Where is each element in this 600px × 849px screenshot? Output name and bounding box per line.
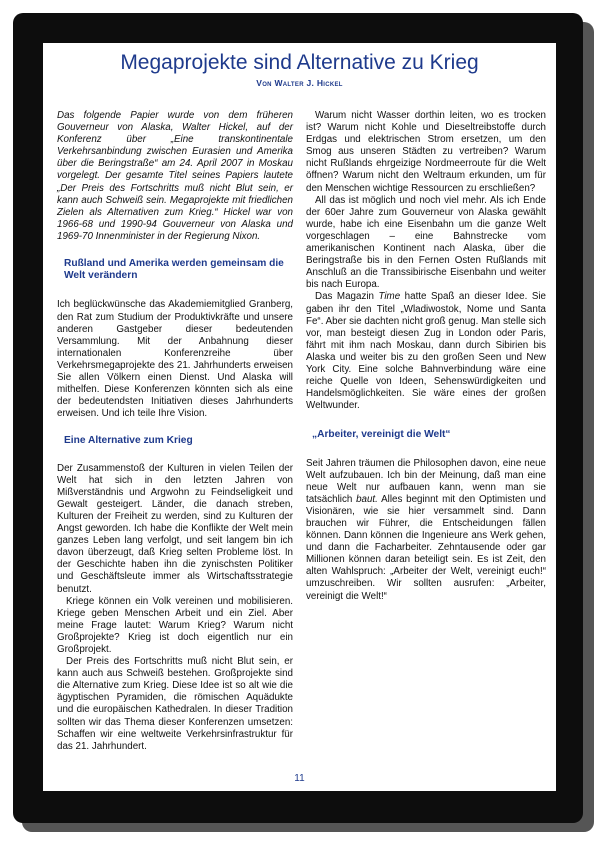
text-run: Alles beginnt mit den Optimisten und Visionären, wie sie hier versammelt sind. Dann brauchen wir Führer, die Entscheidungen fällen können. Dann können die Ingenieure ans Werk gehen, und dann die Facharbeiter. Zehntausende oder gar Millionen können daran beteiligt sein. Es ist Zeit, den alten Wahlspruch: „Arbeiter der Welt, vereinigt euch!“ umzuschreiben. Wir sollten ausrufen: „Arbeiter, vereinigt die Welt!“ bbox=[306, 493, 546, 602]
article-title: Megaprojekte sind Alternative zu Krieg bbox=[120, 51, 479, 74]
document-page bbox=[43, 43, 556, 791]
body-paragraph: Warum nicht Wasser dorthin leiten, wo es trocken ist? Warum nicht Kohle und Dieseltreibstoffe durch Erdgas und elektrischen Strom ersetzen, um den Smog aus unseren Städten zu vertreiben? Warum nicht Rußlands ehrgeizige Nordmeerroute für die Welt öffnen? Warum nicht den Weltraum erkunden, um für den Menschen wichtige Ressourcen zu erschließen? bbox=[306, 110, 546, 194]
text-run: hatte Spaß an dieser Idee. Sie gaben ihr den Titel „Wladiwostok, Nome und Santa Fe“. Aber sie dachten nicht groß genug. Man stelle sich vor, man besteigt diesen Zug in London oder Paris, fährt mit ihm nach Moskau, dann durch Sibirien bis Alaska und weiter bis zu den großen Seen und New York City. Eine solche Bahnverbindung wäre eine reiche Quelle von Ideen, Sehenswürdigkeiten und Handelsmöglichkeiten. Sie wäre eines der großen Weltwunder. bbox=[306, 291, 546, 412]
body-paragraph: All das ist möglich und noch viel mehr. Als ich Ende der 60er Jahre zum Gouverneur von Alaska gewählt wurde, habe ich eine Eisenbahn um die ganze Welt vorgeschlagen – eine Bahnstrecke vom amerikanischen Kontinent nach Alaska, über die Beringstraße bis in den Fernen Osten Rußlands mit Anschluß an die Transsibirische Eisenbahn und weiter bis nach Europa. bbox=[306, 194, 546, 291]
magazine-name: Time bbox=[378, 291, 401, 303]
body-paragraph bbox=[306, 291, 546, 412]
left-column bbox=[57, 110, 293, 753]
body-paragraph: Der Preis des Fortschritts muß nicht Blut sein, er kann auch aus Schweiß bestehen. Großprojekte sind die Alternative zum Krieg. Diese Idee ist so alt wie die ägyptischen Pyramiden, die römischen Aquädukte und die europäischen Kathedralen. In dieser Tradition sollten wir das Thema dieser Konferenzen umsetzen: Schaffen wir eine weltweite Verkehrsinfrastruktur für das 21. Jahrhundert. bbox=[57, 656, 293, 752]
section-heading-alternative: Eine Alternative zum Krieg bbox=[64, 435, 193, 447]
page-number: 11 bbox=[294, 773, 305, 784]
emphasis-text: baut. bbox=[356, 493, 378, 505]
section-heading-workers: „Arbeiter, vereinigt die Welt“ bbox=[312, 429, 451, 441]
article-byline: Von Walter J. Hickel bbox=[256, 78, 343, 88]
text-run: Seit Jahren träumen die Philosophen davon, eine neue Welt aufzubauen. Ich bin der Meinung, daß man eine neue Welt nur aufbauen kann, wenn man sie tatsächlich bbox=[306, 457, 546, 505]
intro-paragraph: Das folgende Papier wurde von dem früheren Gouverneur von Alaska, Walter Hickel, auf der Konferenz über „Eine transkontinentale Verkehrsanbindung zwischen Eurasien und Amerika über die Beringstraße“ am 24. April 2007 in Moskau vorgelegt. Der gesamte Titel seines Papiers lautete „Der Preis des Fortschritts muß nicht Blut sein, er kann auch Schweiß sein. Megaprojekte mit friedlichen Zielen als Alternativen zum Krieg.“ Hickel war von 1966-68 und 1990-94 Gouverneur von Alaska und 1969-70 Innenminister in der Regierung Nixon. bbox=[57, 110, 293, 242]
body-paragraph: Der Zusammenstoß der Kulturen in vielen Teilen der Welt hat sich in den letzten Jahren von Mißverständnis und Argwohn zu Feindseligkeit und Gewalt gesteigert. Länder, die danach streben, Kulturen der Freiheit zu werden, sind zu Kulturen der Angst geworden. Ich habe die Konflikte der Welt mein ganzes Leben lang verfolgt, und seit langem bin ich davon überzeugt, daß Krieg selten Probleme löst. In der Geschichte haben ihn die zynischsten Politiker und Geschäftsleute immer als Wirtschaftsstrategie benutzt. bbox=[57, 462, 293, 595]
body-paragraph bbox=[306, 458, 546, 603]
text-run: Das Magazin bbox=[315, 291, 379, 303]
right-column bbox=[306, 110, 546, 603]
body-paragraph: Kriege können ein Volk vereinen und mobilisieren. Kriege geben Menschen Arbeit und ein Ziel. Aber meine Frage lautet: Warum Krieg? Warum nicht Großprojekte? Krieg ist doch eigentlich nur ein Großprojekt. bbox=[57, 595, 293, 655]
section-heading-russia-america: Rußland und Amerika werden gemeinsam die Welt verändern bbox=[64, 258, 284, 282]
body-paragraph: Ich beglückwünsche das Akademiemitglied Granberg, den Rat zum Studium der Produktivkräfte und unsere anderen Gastgeber dieser bedeutenden Versammlung. Mit der Anbahnung dieser internationalen Konferenzreihe über Verkehrsmegaprojekte des 21. Jahrhunderts erweisen Sie allen Völkern einen Dienst. Und Alaska will mithelfen. Diese Konferenzen könnten sich als eine der bedeutendsten Initiativen dieses Jahrhunderts erweisen. Und ich teile Ihre Vision. bbox=[57, 299, 293, 420]
